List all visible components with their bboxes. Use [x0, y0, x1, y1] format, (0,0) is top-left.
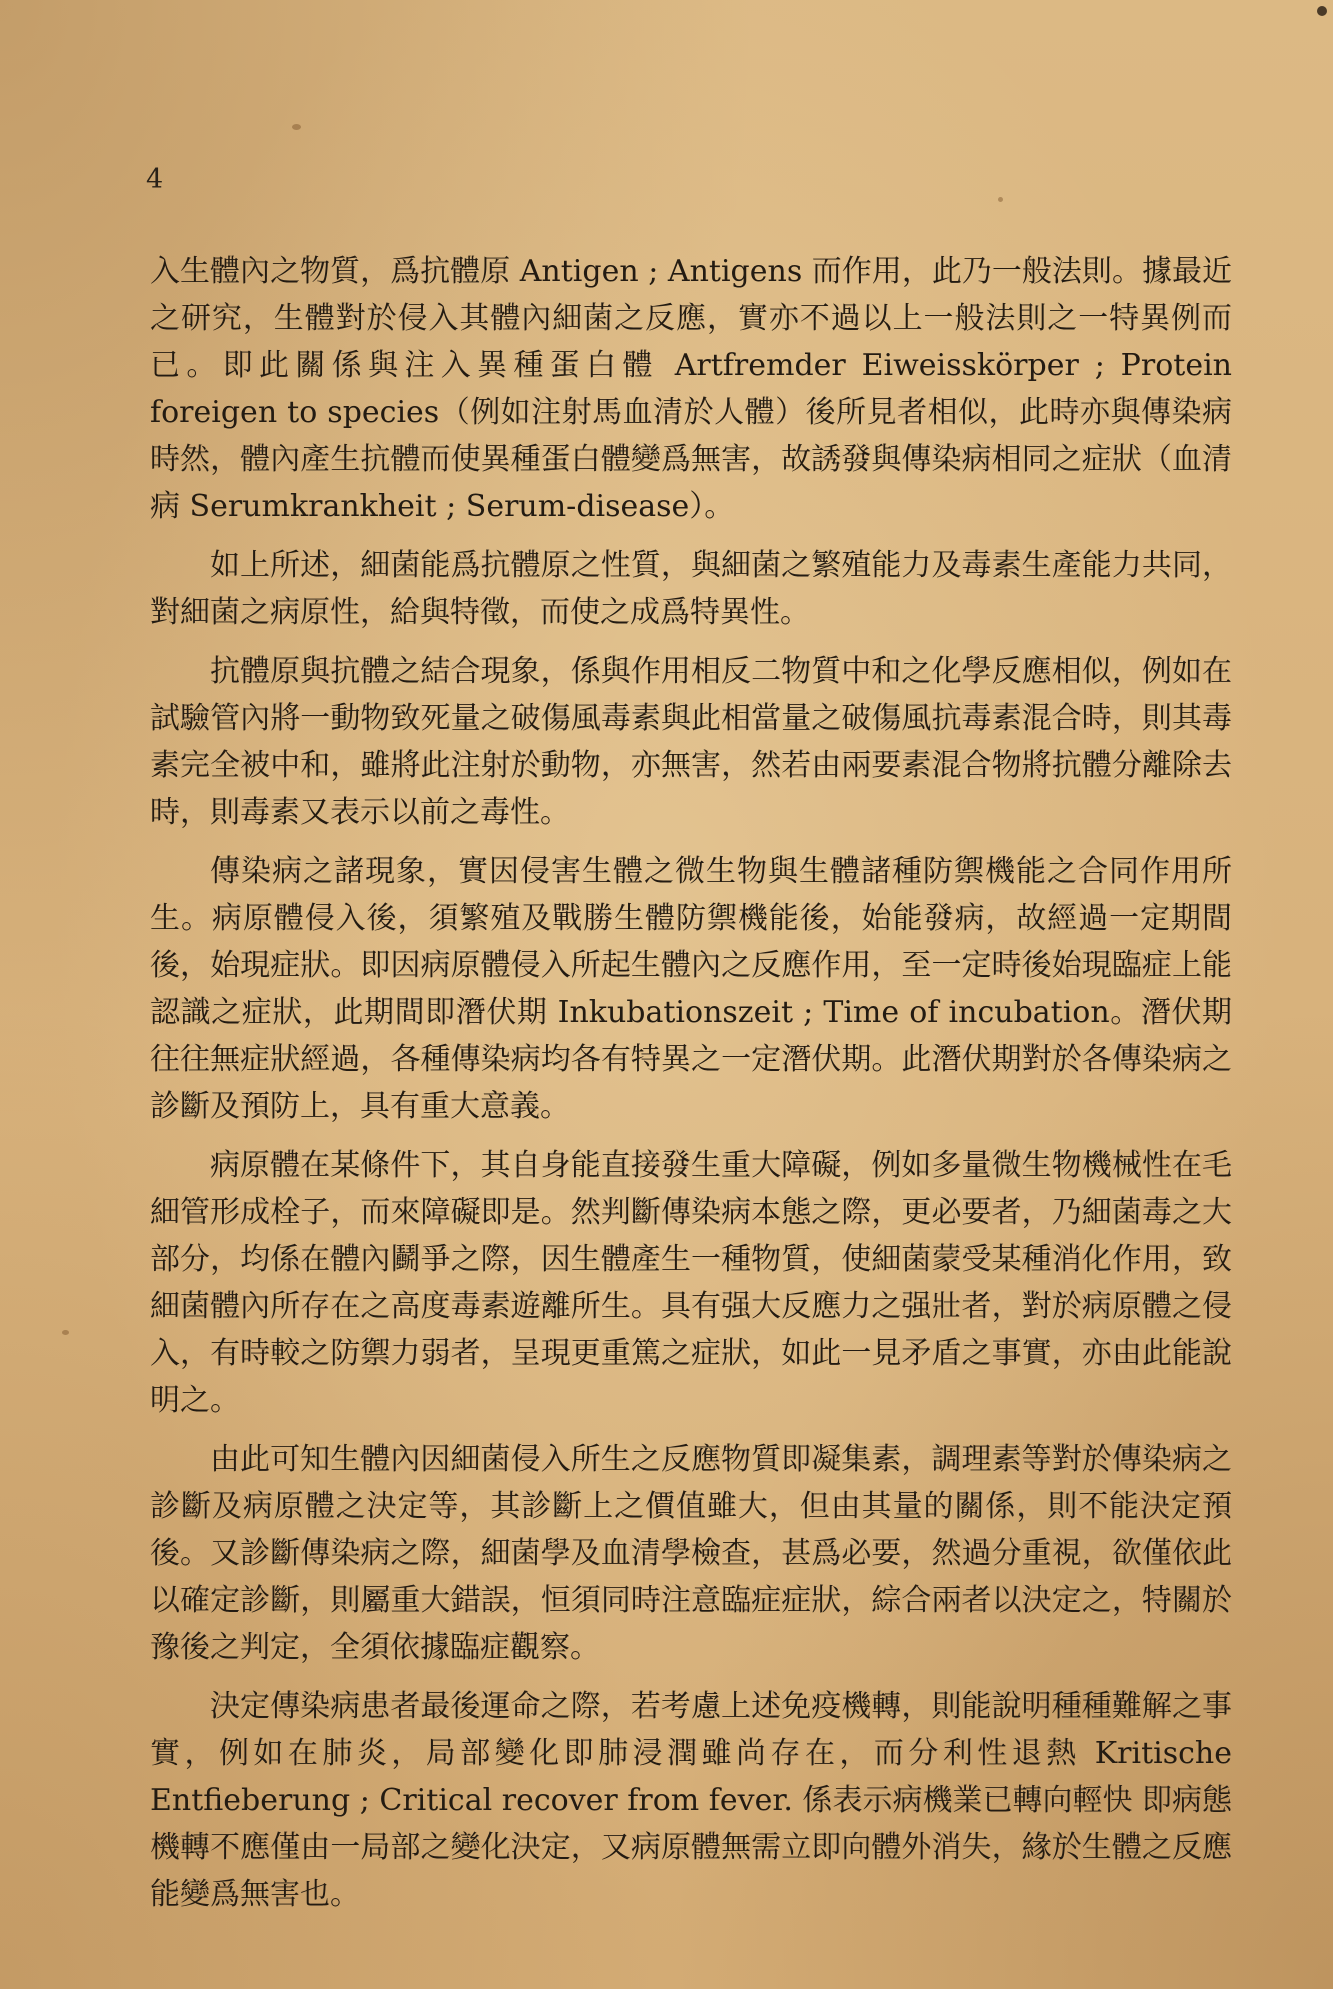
page-number: 4 [146, 164, 164, 195]
paragraph: 由此可知生體內因細菌侵入所生之反應物質即凝集素，調理素等對於傳染病之診斷及病原體之決定等，其診斷上之價值雖大，但由其量的關係，則不能決定預後。又診斷傳染病之際，細菌學及血清學檢查，甚爲必要，然過分重視，欲僅依此以確定診斷，則屬重大錯誤，恒須同時注意臨症症狀，綜合兩者以決定之，特關於豫後之判定，全須依據臨症觀察。 [150, 1442, 1232, 1665]
corner-ink-mark [1317, 6, 1327, 16]
body-text [150, 248, 1232, 1930]
paragraph: 入生體內之物質，爲抗體原 Antigen ; Antigens 而作用，此乃一般法則。據最近之研究，生體對於侵入其體內細菌之反應，實亦不過以上一般法則之一特異例而已。即此關係與注入異種蛋白體 Artfremder Eiweisskörper ; Protein foreigen to species（例如注射馬血清於人體）後所見者相似，此時亦與傳染病時然，體內產生抗體而使異種蛋白體變爲無害，故誘發與傳染病相同之症狀（血清病 Serumkrankheit ; Serum-disease）。 [150, 254, 1232, 524]
paragraph: 傳染病之諸現象，實因侵害生體之微生物與生體諸種防禦機能之合同作用所生。病原體侵入後，須繁殖及戰勝生體防禦機能後，始能發病，故經過一定期間後，始現症狀。即因病原體侵入所起生體內之反應作用，至一定時後始現臨症上能認識之症狀，此期間即潛伏期 Inkubationszeit ; Time of incubation。潛伏期往往無症狀經過，各種傳染病均各有特異之一定潛伏期。此潛伏期對於各傳染病之診斷及預防上，具有重大意義。 [150, 854, 1232, 1124]
paragraph: 決定傳染病患者最後運命之際，若考慮上述免疫機轉，則能說明種種難解之事實，例如在肺炎，局部變化即肺浸潤雖尚存在，而分利性退熱 Kritische Entfieberung ; Critical recover from fever. 係表示病機業已轉向輕快 即病態機轉不應僅由一局部之變化決定，又病原體無需立即向體外消失，緣於生體之反應能變爲無害也。 [150, 1689, 1232, 1912]
foxing-spot [292, 124, 301, 130]
foxing-spot [62, 1330, 69, 1335]
foxing-spot [998, 197, 1003, 202]
paragraph: 抗體原與抗體之結合現象，係與作用相反二物質中和之化學反應相似，例如在試驗管內將一動物致死量之破傷風毒素與此相當量之破傷風抗毒素混合時，則其毒素完全被中和，雖將此注射於動物，亦無害，然若由兩要素混合物將抗體分離除去時，則毒素又表示以前之毒性。 [150, 654, 1232, 830]
paragraph: 病原體在某條件下，其自身能直接發生重大障礙，例如多量微生物機械性在毛細管形成栓子，而來障礙即是。然判斷傳染病本態之際，更必要者，乃細菌毒之大部分，均係在體內鬬爭之際，因生體產生一種物質，使細菌蒙受某種消化作用，致細菌體內所存在之高度毒素遊離所生。具有强大反應力之强壯者，對於病原體之侵入，有時較之防禦力弱者，呈現更重篤之症狀，如此一見矛盾之事實，亦由此能說明之。 [150, 1148, 1232, 1418]
paragraph: 如上所述，細菌能爲抗體原之性質，與細菌之繁殖能力及毒素生產能力共同，對細菌之病原性，給與特徵，而使之成爲特異性。 [150, 548, 1232, 630]
